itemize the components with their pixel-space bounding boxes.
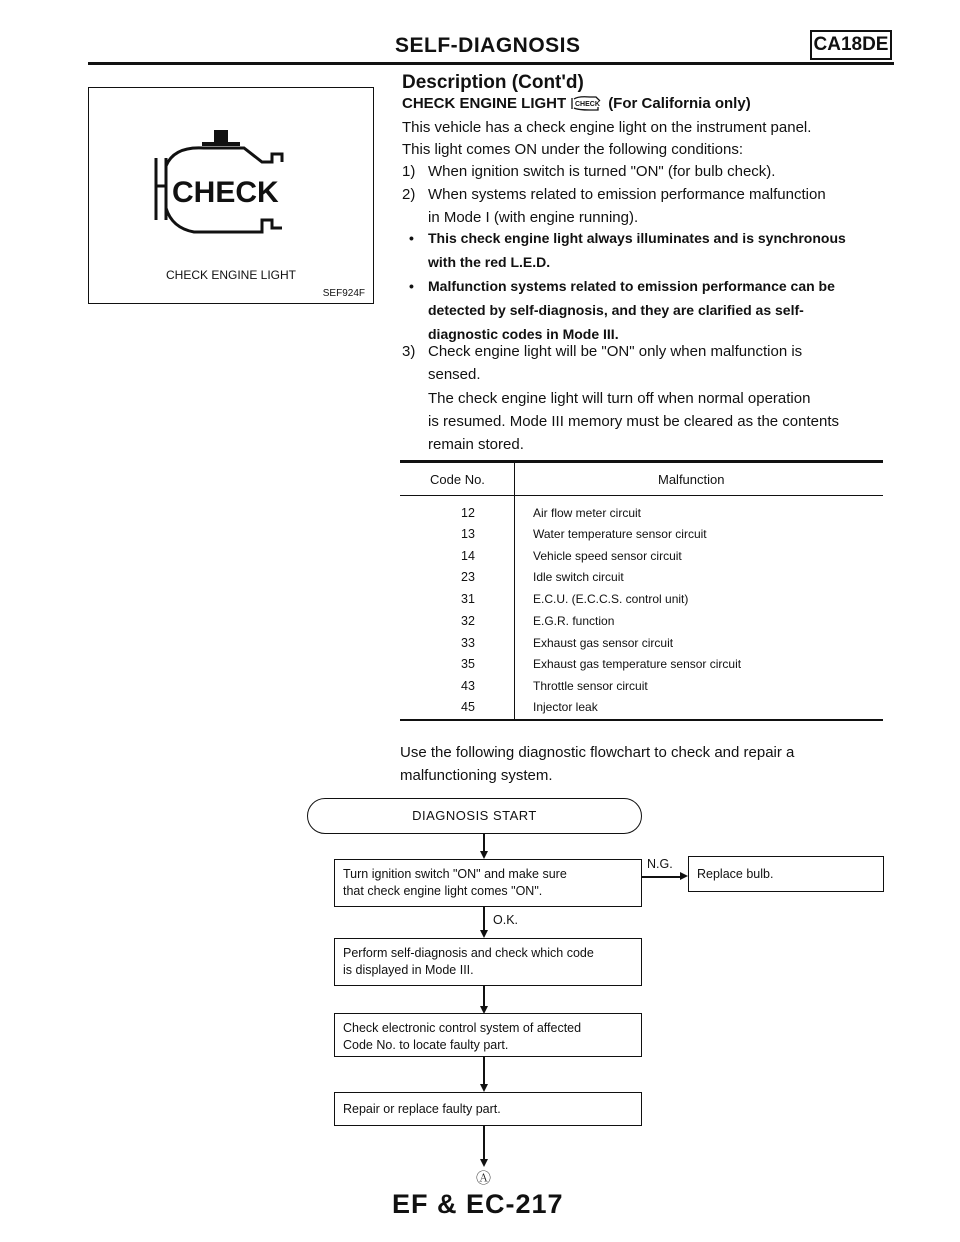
- flow-ok-label: O.K.: [493, 913, 519, 927]
- flow-connector: [483, 1057, 485, 1084]
- figure-caption: CHECK ENGINE LIGHT: [165, 268, 297, 282]
- table-cell-malfunction: Throttle sensor circuit: [533, 679, 648, 693]
- after-text: The check engine light will turn off when normal operation: [428, 390, 811, 407]
- table-cell-malfunction: Exhaust gas sensor circuit: [533, 636, 674, 650]
- list-item-text: When ignition switch is turned "ON" (for bulb check).: [428, 163, 776, 180]
- flow-step-4: [334, 1092, 642, 1126]
- table-cell-malfunction: Water temperature sensor circuit: [533, 527, 707, 541]
- table-cell-code: 14: [461, 549, 475, 563]
- table-cell-code: 31: [461, 592, 475, 606]
- page-header-title: SELF-DIAGNOSIS: [395, 34, 581, 57]
- flow-replace-box: [688, 856, 884, 892]
- page-number: EF & EC-217: [392, 1189, 564, 1219]
- section-title: Description (Cont'd): [402, 72, 584, 93]
- figure-code: SEF924F: [322, 288, 365, 299]
- flow-step-text: that check engine light comes "ON".: [343, 884, 543, 898]
- bullet-text: with the red L.E.D.: [428, 254, 551, 270]
- table-cell-code: 45: [461, 700, 475, 714]
- list-number: 3): [402, 343, 416, 360]
- table-cell-code: 12: [461, 506, 475, 520]
- list-item-text: sensed.: [428, 366, 481, 383]
- after-text: remain stored.: [428, 436, 524, 453]
- table-header-malfunction: Malfunction: [658, 472, 725, 487]
- table-cell-code: 23: [461, 570, 475, 584]
- flow-step-1: [334, 859, 642, 907]
- flow-arrow: [480, 1084, 488, 1092]
- flow-step-text: is displayed in Mode III.: [343, 963, 474, 977]
- intro-line-2: This light comes ON under the following conditions:: [402, 141, 744, 158]
- bullet-dot: •: [409, 278, 414, 294]
- table-cell-malfunction: Injector leak: [533, 700, 598, 714]
- bullet-text: Malfunction systems related to emission performance can be: [428, 278, 835, 294]
- flow-ng-label: N.G.: [647, 857, 673, 871]
- flow-arrow: [480, 930, 488, 938]
- flow-step-text: Perform self-diagnosis and check which code: [343, 946, 594, 960]
- after-text: is resumed. Mode III memory must be cleared as the contents: [428, 413, 840, 430]
- table-rule: [400, 495, 883, 496]
- bullet-text: diagnostic codes in Mode III.: [428, 326, 619, 342]
- flow-connector: [483, 1126, 485, 1159]
- table-cell-code: 33: [461, 636, 475, 650]
- list-number: 1): [402, 163, 416, 180]
- table-cell-code: 32: [461, 614, 475, 628]
- table-cell-malfunction: Air flow meter circuit: [533, 506, 642, 520]
- table-cell-code: 43: [461, 679, 475, 693]
- flow-step-2: [334, 938, 642, 986]
- flow-connector: [642, 876, 680, 878]
- list-item-text: When systems related to emission performance malfunction: [428, 186, 826, 203]
- check-engine-icon: [144, 128, 319, 248]
- table-rule: [400, 460, 883, 463]
- flow-connector: [483, 986, 485, 1006]
- table-cell-malfunction: Idle switch circuit: [533, 570, 624, 584]
- table-cell-code: 13: [461, 527, 475, 541]
- table-cell-malfunction: E.C.U. (E.C.C.S. control unit): [533, 592, 689, 606]
- flow-intro: Use the following diagnostic flowchart to check and repair a: [400, 744, 795, 761]
- subheading-pre: CHECK ENGINE LIGHT: [402, 95, 567, 112]
- bullet-dot: •: [409, 230, 414, 246]
- bullet-text: This check engine light always illuminates and is synchronous: [428, 230, 846, 246]
- intro-line-1: This vehicle has a check engine light on the instrument panel.: [402, 119, 812, 136]
- header-rule: [88, 62, 894, 65]
- subheading: [402, 95, 751, 112]
- table-cell-malfunction: Vehicle speed sensor circuit: [533, 549, 682, 563]
- check-engine-small-icon: [570, 95, 604, 111]
- list-item-text: Check engine light will be "ON" only when malfunction is: [428, 343, 803, 360]
- flow-step-3: [334, 1013, 642, 1057]
- subheading-post: (For California only): [608, 95, 751, 112]
- table-divider: [514, 462, 515, 720]
- flow-step-text: Check electronic control system of affected: [343, 1021, 582, 1035]
- list-number: 2): [402, 186, 416, 203]
- figure-icon-text: CHECK: [172, 176, 279, 209]
- flow-step-text: Code No. to locate faulty part.: [343, 1038, 509, 1052]
- table-cell-malfunction: Exhaust gas temperature sensor circuit: [533, 657, 742, 671]
- flow-step-text: Replace bulb.: [697, 867, 774, 881]
- flow-continue-symbol: Ⓐ: [476, 1170, 492, 1187]
- flow-start: DIAGNOSIS START: [307, 798, 642, 834]
- bullet-text: detected by self-diagnosis, and they are clarified as self-: [428, 302, 804, 318]
- svg-text:CHECK: CHECK: [575, 101, 601, 108]
- flow-intro: malfunctioning system.: [400, 767, 553, 784]
- flow-connector: [483, 834, 485, 851]
- flow-step-text: Repair or replace faulty part.: [343, 1102, 501, 1116]
- flow-step-text: Turn ignition switch "ON" and make sure: [343, 867, 567, 881]
- table-header-code: Code No.: [430, 472, 485, 487]
- flow-arrow: [480, 1159, 488, 1167]
- table-cell-code: 35: [461, 657, 475, 671]
- flow-connector: [483, 907, 485, 930]
- model-badge: CA18DE: [810, 30, 892, 60]
- flow-arrow: [480, 851, 488, 859]
- list-item-text: in Mode I (with engine running).: [428, 209, 639, 226]
- check-engine-figure: [88, 87, 374, 304]
- table-rule: [400, 719, 883, 721]
- flow-arrow: [680, 872, 688, 880]
- table-cell-malfunction: E.G.R. function: [533, 614, 615, 628]
